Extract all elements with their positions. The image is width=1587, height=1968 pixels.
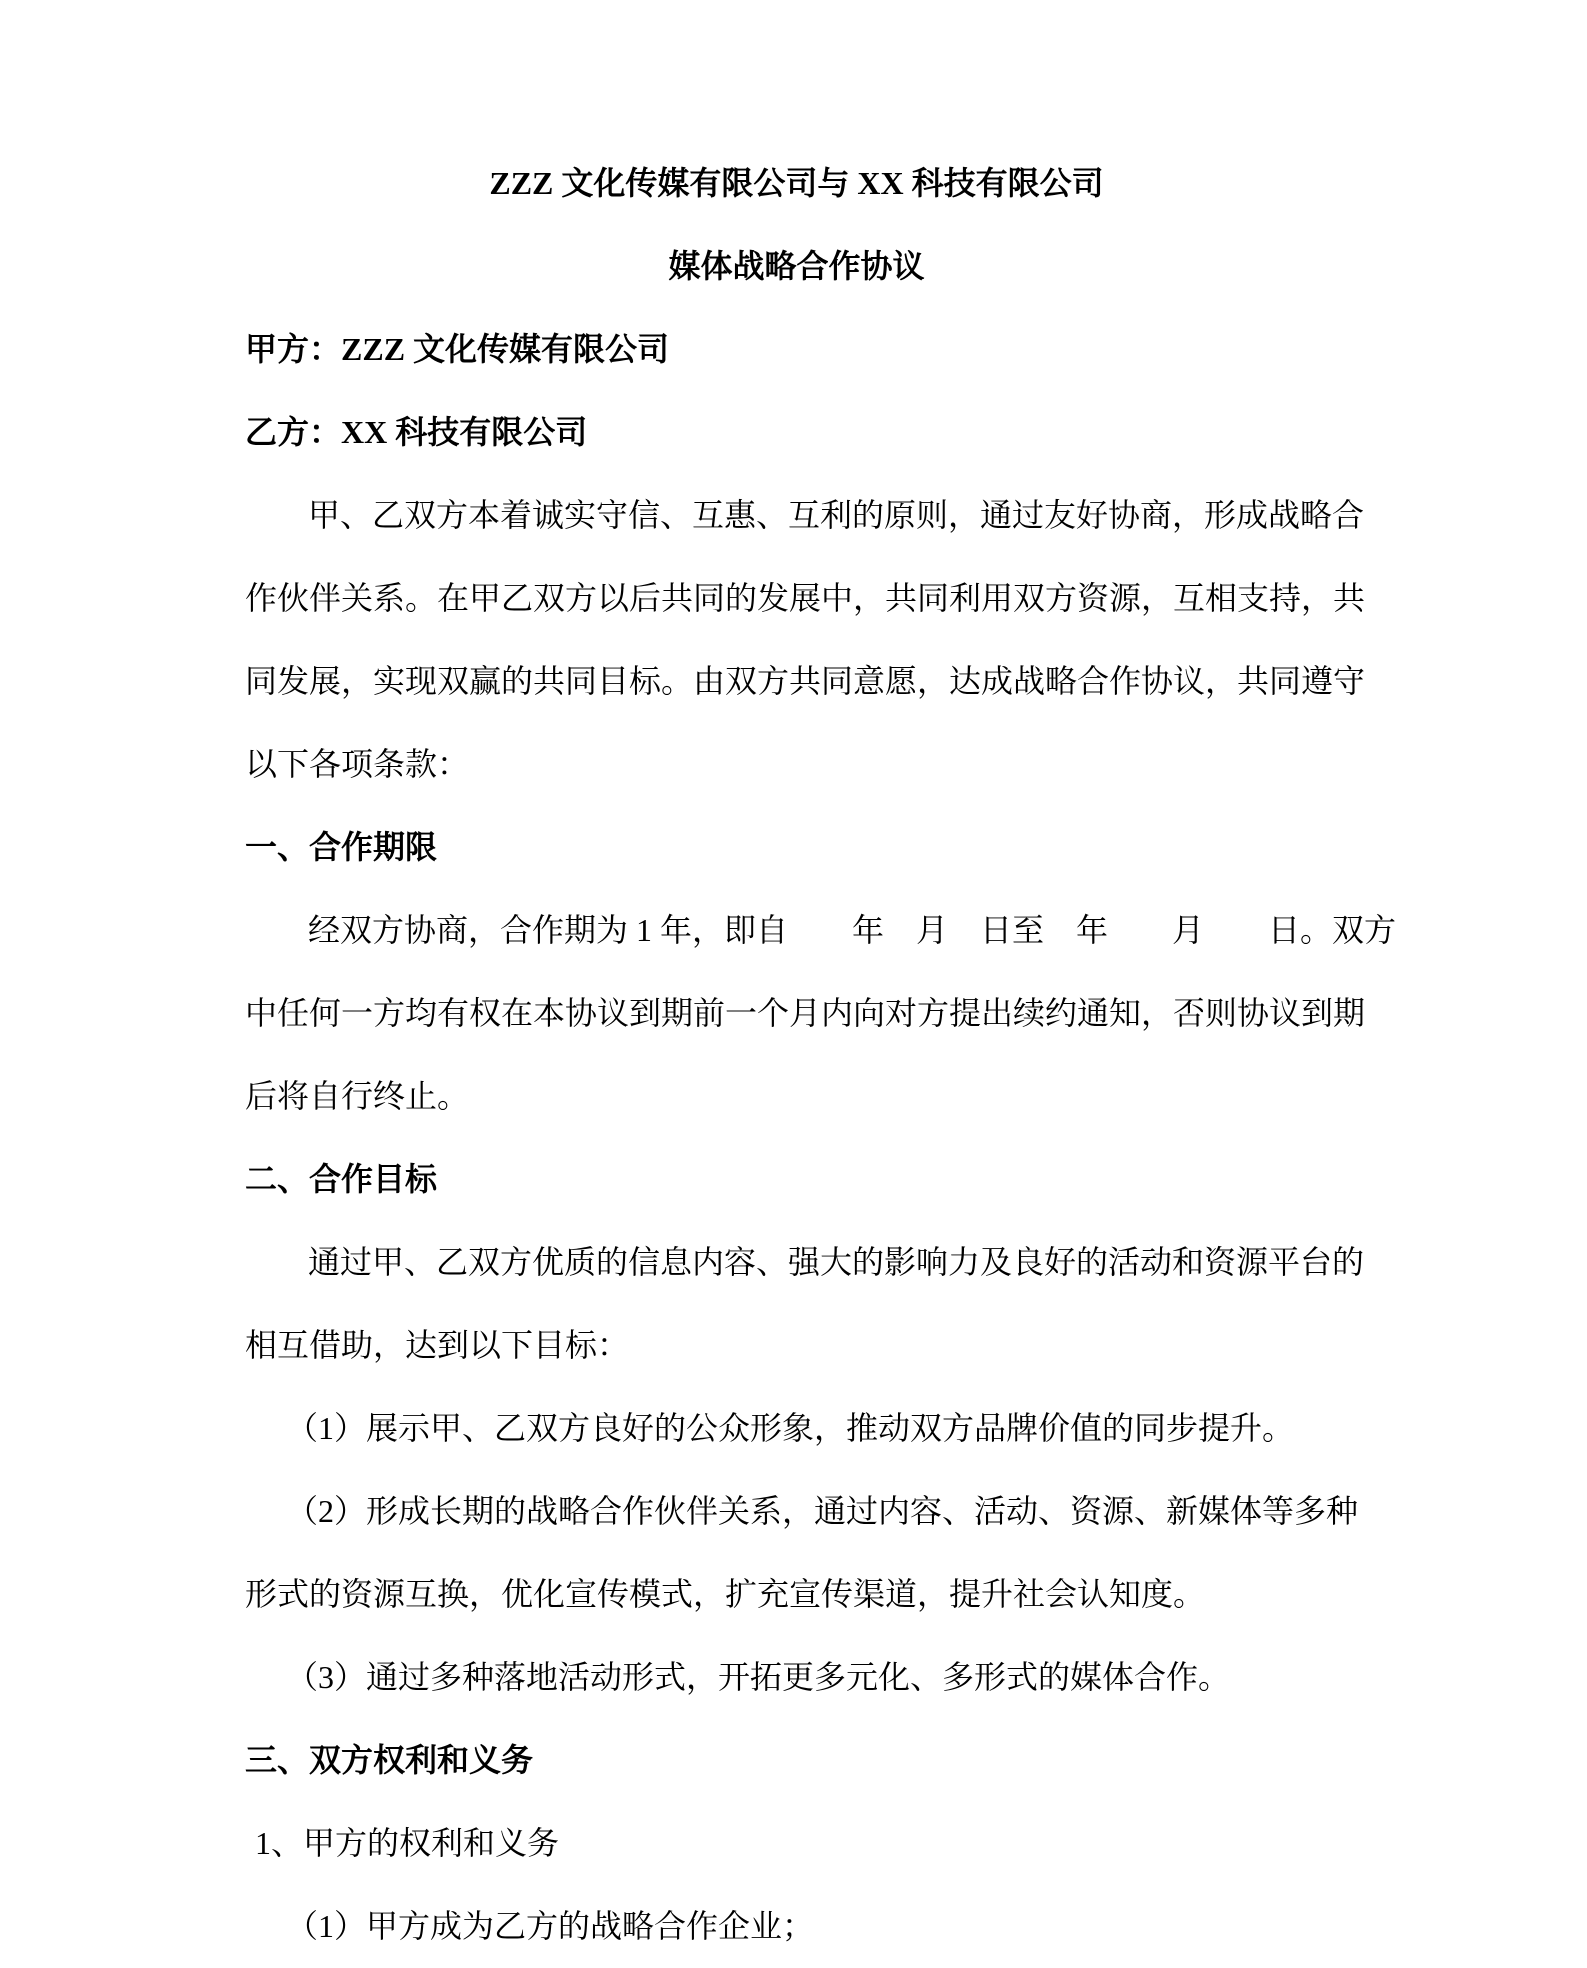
section3-heading: 三、双方权利和义务 xyxy=(245,1742,534,1778)
doc-title-line1: ZZZ 文化传媒有限公司与 XX 科技有限公司 xyxy=(489,165,1104,201)
section3-item1-line: （1）甲方成为乙方的战略合作企业； xyxy=(286,1908,815,1944)
section1-heading: 一、合作期限 xyxy=(245,829,438,865)
preamble-line: 以下各项条款： xyxy=(245,746,470,782)
section2-item2-line: 形式的资源互换，优化宣传模式，扩充宣传渠道，提升社会认知度。 xyxy=(245,1576,1206,1612)
section2-item3-line: （3）通过多种落地活动形式，开拓更多元化、多形式的媒体合作。 xyxy=(286,1659,1231,1695)
section1-line: 中任何一方均有权在本协议到期前一个月内向对方提出续约通知，否则协议到期 xyxy=(245,995,1366,1031)
preamble-line: 作伙伴关系。在甲乙双方以后共同的发展中，共同利用双方资源，互相支持，共 xyxy=(245,580,1366,616)
section2-item1-line: （1）展示甲、乙双方良好的公众形象，推动双方品牌价值的同步提升。 xyxy=(286,1410,1295,1446)
preamble-line: 同发展，实现双赢的共同目标。由双方共同意愿，达成战略合作协议，共同遵守 xyxy=(245,663,1366,699)
section1-line: 后将自行终止。 xyxy=(245,1078,470,1114)
section2-item2-line: （2）形成长期的战略合作伙伴关系，通过内容、活动、资源、新媒体等多种 xyxy=(286,1493,1359,1529)
party-b-line: 乙方：XX 科技有限公司 xyxy=(245,414,588,450)
section3-sub-heading: 1、甲方的权利和义务 xyxy=(255,1825,560,1861)
document-page xyxy=(245,142,1397,1968)
section2-intro-line: 相互借助，达到以下目标： xyxy=(245,1327,630,1363)
section2-intro-line: 通过甲、乙双方优质的信息内容、强大的影响力及良好的活动和资源平台的 xyxy=(308,1244,1365,1280)
section2-heading: 二、合作目标 xyxy=(245,1161,438,1197)
preamble-line: 甲、乙双方本着诚实守信、互惠、互利的原则，通过友好协商，形成战略合 xyxy=(308,497,1365,533)
doc-title-line2: 媒体战略合作协议 xyxy=(668,248,925,284)
party-a-line: 甲方：ZZZ 文化传媒有限公司 xyxy=(245,331,670,367)
section1-line: 经双方协商，合作期为 1 年，即自 年 月 日至 年 月 日。双方 xyxy=(308,912,1397,948)
